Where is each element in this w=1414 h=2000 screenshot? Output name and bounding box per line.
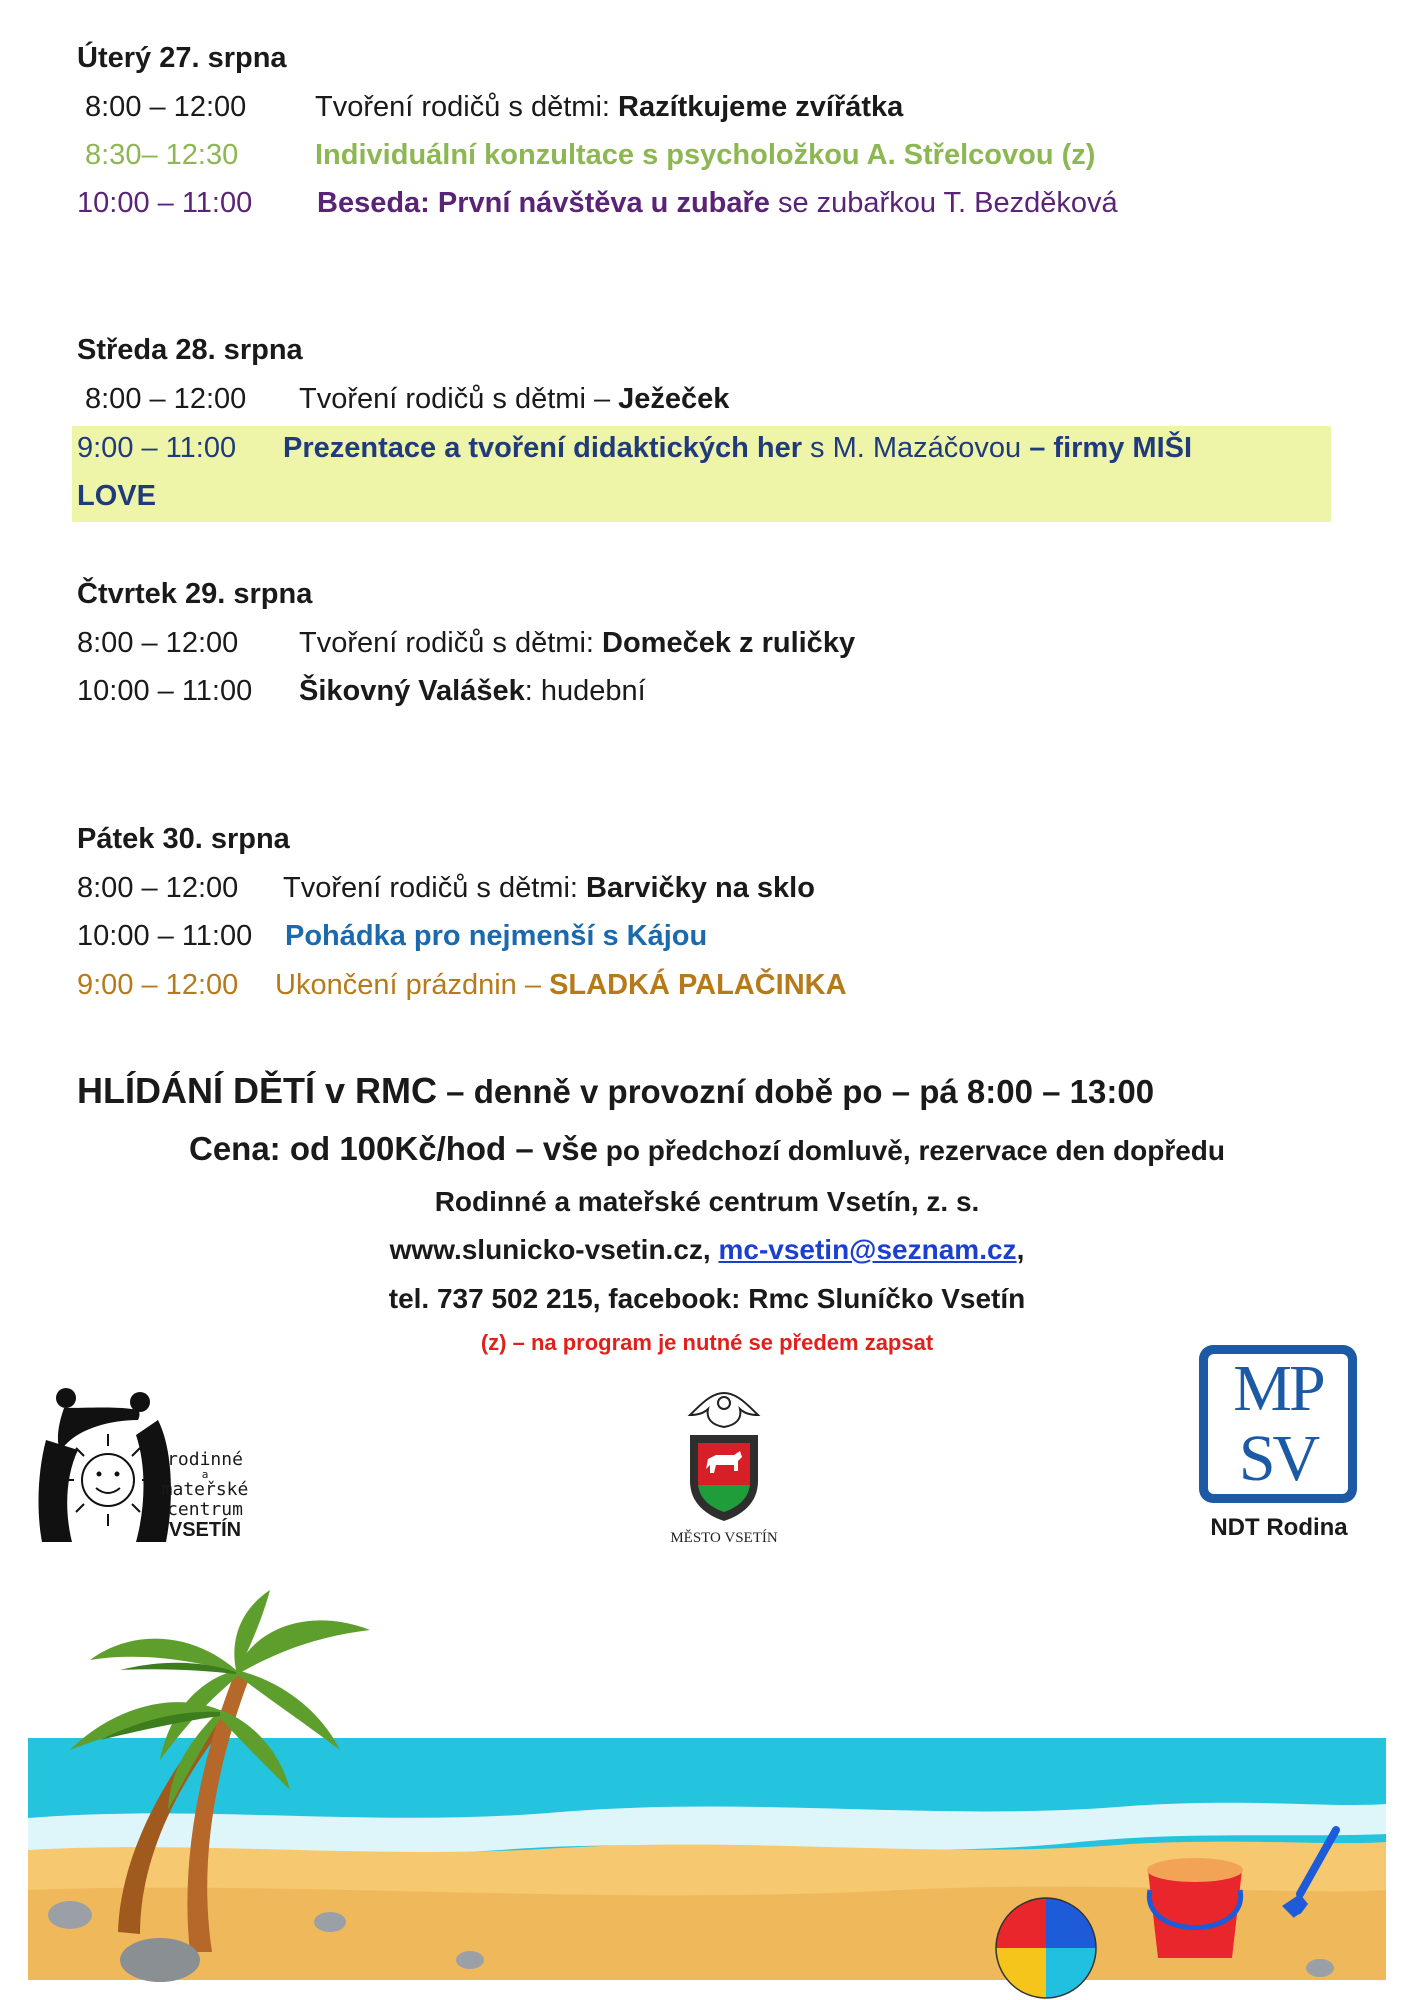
time: 9:00 – 11:00 — [77, 432, 237, 464]
activity: Ukončení prázdnin – SLADKÁ PALAČINKA — [275, 969, 847, 1001]
babysitting-heading: HLÍDÁNÍ DĚTÍ v RMC – denně v provozní době po – pá 8:00 – 13:00 — [77, 1070, 1155, 1111]
rock — [120, 1938, 200, 1982]
activity: Tvoření rodičů s dětmi – Ježeček — [299, 383, 730, 415]
activity: Pohádka pro nejmenší s Kájou — [285, 920, 708, 952]
price-line: Cena: od 100Kč/hod – vše po předchozí domluvě, rezervace den dopředu — [188, 1130, 1225, 1167]
activity: Tvoření rodičů s dětmi: Razítkujeme zvířátka — [315, 91, 904, 123]
rmc-logo-text: rodinné a mateřské centrum VSETÍN — [161, 1449, 249, 1541]
rock — [48, 1901, 92, 1929]
day-heading-wednesday: Středa 28. srpna — [77, 334, 303, 366]
schedule-row — [85, 381, 1335, 417]
schedule-row — [77, 625, 1327, 661]
schedule-row — [77, 185, 1327, 221]
rock — [314, 1912, 346, 1932]
rock — [1306, 1959, 1334, 1977]
time: 8:30– 12:30 — [85, 139, 239, 171]
schedule-row — [77, 967, 1327, 1003]
activity: Prezentace a tvoření didaktických her s M. Mazáčovou – firmy MIŠI — [283, 432, 1193, 464]
beach-ball-icon — [996, 1898, 1096, 1998]
org-name: Rodinné a mateřské centrum Vsetín, z. s. — [434, 1186, 980, 1217]
time: 8:00 – 12:00 — [77, 872, 239, 904]
time: 8:00 – 12:00 — [85, 383, 247, 415]
time: 10:00 – 11:00 — [77, 920, 253, 952]
city-caption: MĚSTO VSETÍN — [670, 1530, 778, 1546]
activity: Tvoření rodičů s dětmi: Barvičky na sklo — [283, 872, 815, 904]
time: 9:00 – 12:00 — [77, 969, 239, 1001]
web-contact-line: www.slunicko-vsetin.cz, mc-vsetin@seznam.cz, — [389, 1234, 1025, 1265]
mpsv-top: MP — [1233, 1352, 1323, 1425]
rock — [456, 1951, 484, 1969]
activity: Beseda: První návštěva u zubaře se zubařkou T. Bezděková — [317, 187, 1118, 219]
day-heading-tuesday: Úterý 27. srpna — [77, 42, 287, 74]
schedule-row — [85, 89, 1335, 125]
registration-note: (z) – na program je nutné se předem zapsat — [480, 1330, 934, 1355]
bucket-icon — [1147, 1858, 1243, 1958]
activity: Šikovný Valášek: hudební — [299, 675, 646, 707]
beach-illustration — [0, 1560, 1414, 2000]
coat-of-arms-icon — [672, 1385, 776, 1525]
day-heading-thursday: Čtvrtek 29. srpna — [77, 578, 313, 610]
schedule-row-highlighted — [77, 430, 1327, 466]
activity: Tvoření rodičů s dětmi: Domeček z ruličky — [299, 627, 856, 659]
time: 10:00 – 11:00 — [77, 187, 253, 219]
time: 10:00 – 11:00 — [77, 675, 253, 707]
time: 8:00 – 12:00 — [77, 627, 239, 659]
schedule-row — [77, 673, 1327, 709]
activity: Individuální konzultace s psycholožkou A. Střelcovou (z) — [315, 139, 1096, 171]
website-link[interactable]: www.slunicko-vsetin.cz, — [389, 1234, 719, 1265]
mpsv-logo-inner — [1208, 1354, 1348, 1494]
email-link[interactable]: mc-vsetin@seznam.cz — [718, 1234, 1017, 1265]
mpsv-logo — [1199, 1345, 1357, 1503]
schedule-row — [77, 918, 1327, 954]
mpsv-bottom: SV — [1238, 1422, 1318, 1495]
mpsv-caption: NDT Rodina — [1210, 1514, 1348, 1541]
day-heading-friday: Pátek 30. srpna — [77, 823, 290, 855]
activity-continuation: LOVE — [77, 480, 156, 512]
schedule-row — [85, 137, 1335, 173]
schedule-row — [77, 870, 1327, 906]
time: 8:00 – 12:00 — [85, 91, 247, 123]
phone-facebook-line: tel. 737 502 215, facebook: Rmc Sluníčko Vsetín — [388, 1283, 1026, 1314]
